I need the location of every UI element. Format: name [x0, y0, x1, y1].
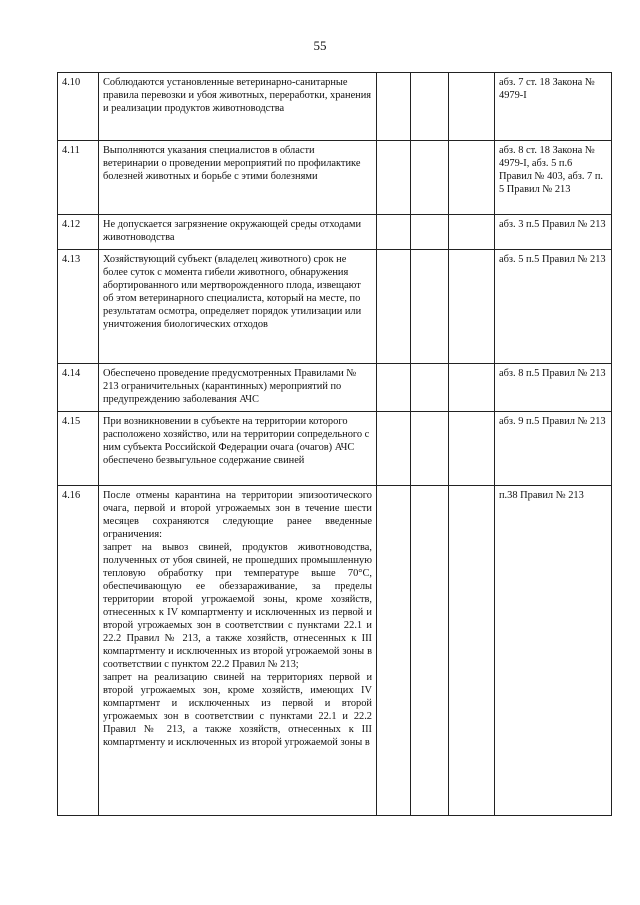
- answer-yes-cell: [377, 364, 411, 412]
- requirements-table: [57, 72, 612, 816]
- answer-no-cell: [411, 215, 449, 250]
- answer-na-cell: [449, 250, 495, 364]
- table-row: [58, 73, 612, 141]
- legal-reference: абз. 8 ст. 18 Закона № 4979-I, абз. 5 п.6 Правил № 403, абз. 7 п. 5 Правил № 213: [495, 141, 612, 215]
- answer-yes-cell: [377, 141, 411, 215]
- item-number: 4.16: [58, 486, 99, 816]
- item-number: 4.12: [58, 215, 99, 250]
- answer-no-cell: [411, 364, 449, 412]
- item-number: 4.14: [58, 364, 99, 412]
- requirement-text: Хозяйствующий субъект (владелец животного) срок не более суток с момента гибели животного, обнаружения абортированного или мертворожденного плода, извещают об этом ветеринарного специалиста, который на месте, по результатам осмотра, определяет порядок утилизации или уничтожения биологических отходов: [99, 250, 377, 364]
- answer-yes-cell: [377, 412, 411, 486]
- requirement-text: При возникновении в субъекте на территории которого расположено хозяйство, или на территории сопредельного с ним субъекта Российской Федерации очага (очагов) АЧС обеспечено безвыгульное содержание свиней: [99, 412, 377, 486]
- table-row: [58, 412, 612, 486]
- legal-reference: абз. 3 п.5 Правил № 213: [495, 215, 612, 250]
- answer-no-cell: [411, 412, 449, 486]
- legal-reference: п.38 Правил № 213: [495, 486, 612, 816]
- answer-yes-cell: [377, 486, 411, 816]
- answer-na-cell: [449, 73, 495, 141]
- answer-na-cell: [449, 215, 495, 250]
- legal-reference: абз. 7 ст. 18 Закона № 4979-I: [495, 73, 612, 141]
- page-number: 55: [313, 38, 327, 53]
- requirement-text: Выполняются указания специалистов в области ветеринарии о проведении мероприятий по профилактике болезней животных и борьбе с этими болезнями: [99, 141, 377, 215]
- answer-no-cell: [411, 73, 449, 141]
- answer-no-cell: [411, 250, 449, 364]
- table-row: [58, 364, 612, 412]
- answer-na-cell: [449, 364, 495, 412]
- requirement-text: Обеспечено проведение предусмотренных Правилами № 213 ограничительных (карантинных) мероприятий по предупреждению заболевания АЧС: [99, 364, 377, 412]
- requirement-text: Не допускается загрязнение окружающей среды отходами животноводства: [99, 215, 377, 250]
- requirement-paragraph: запрет на реализацию свиней на территориях первой и второй угрожаемых зон, кроме хозяйств, имеющих IV компартмент и исключенных из первой и второй угрожаемых зон в соответствии с пунктами 22.1 и 22.2 Правил № 213, а также хозяйств, отнесенных к III компартменту и исключенных из второй угрожаемой зоны в: [103, 672, 372, 748]
- answer-na-cell: [449, 412, 495, 486]
- answer-yes-cell: [377, 250, 411, 364]
- requirement-paragraph: запрет на вывоз свиней, продуктов животноводства, полученных от убоя свиней, не прошедших промышленную тепловую обработку при температуре выше 70°С, обеспечивающую ее обеззараживание, за пределы территории второй угрожаемой зоны, кроме хозяйств, отнесенных к IV компартменту и исключенных из первой и второй угрожаемых зон в соответствии с пунктами 22.1 и 22.2 Правил № 213, а также хозяйств, отнесенных к III компартменту и исключенных из второй угрожаемой зоны в соответствии с пунктом 22.2 Правил № 213;: [103, 542, 372, 670]
- answer-na-cell: [449, 486, 495, 816]
- requirement-text: Соблюдаются установленные ветеринарно-санитарные правила перевозки и убоя животных, переработки, хранения и реализации продуктов животноводства: [99, 73, 377, 141]
- table-row: [58, 215, 612, 250]
- answer-yes-cell: [377, 215, 411, 250]
- answer-na-cell: [449, 141, 495, 215]
- item-number: 4.15: [58, 412, 99, 486]
- answer-no-cell: [411, 141, 449, 215]
- answer-yes-cell: [377, 73, 411, 141]
- table-row: [58, 486, 612, 816]
- item-number: 4.11: [58, 141, 99, 215]
- item-number: 4.10: [58, 73, 99, 141]
- item-number: 4.13: [58, 250, 99, 364]
- table-row: [58, 250, 612, 364]
- table-row: [58, 141, 612, 215]
- answer-no-cell: [411, 486, 449, 816]
- legal-reference: абз. 8 п.5 Правил № 213: [495, 364, 612, 412]
- legal-reference: абз. 9 п.5 Правил № 213: [495, 412, 612, 486]
- requirement-paragraph: После отмены карантина на территории эпизоотического очага, первой и второй угрожаемых зон в течение шести месяцев сохраняются следующие ранее введенные ограничения:: [103, 490, 372, 540]
- requirement-text: [99, 486, 377, 816]
- legal-reference: абз. 5 п.5 Правил № 213: [495, 250, 612, 364]
